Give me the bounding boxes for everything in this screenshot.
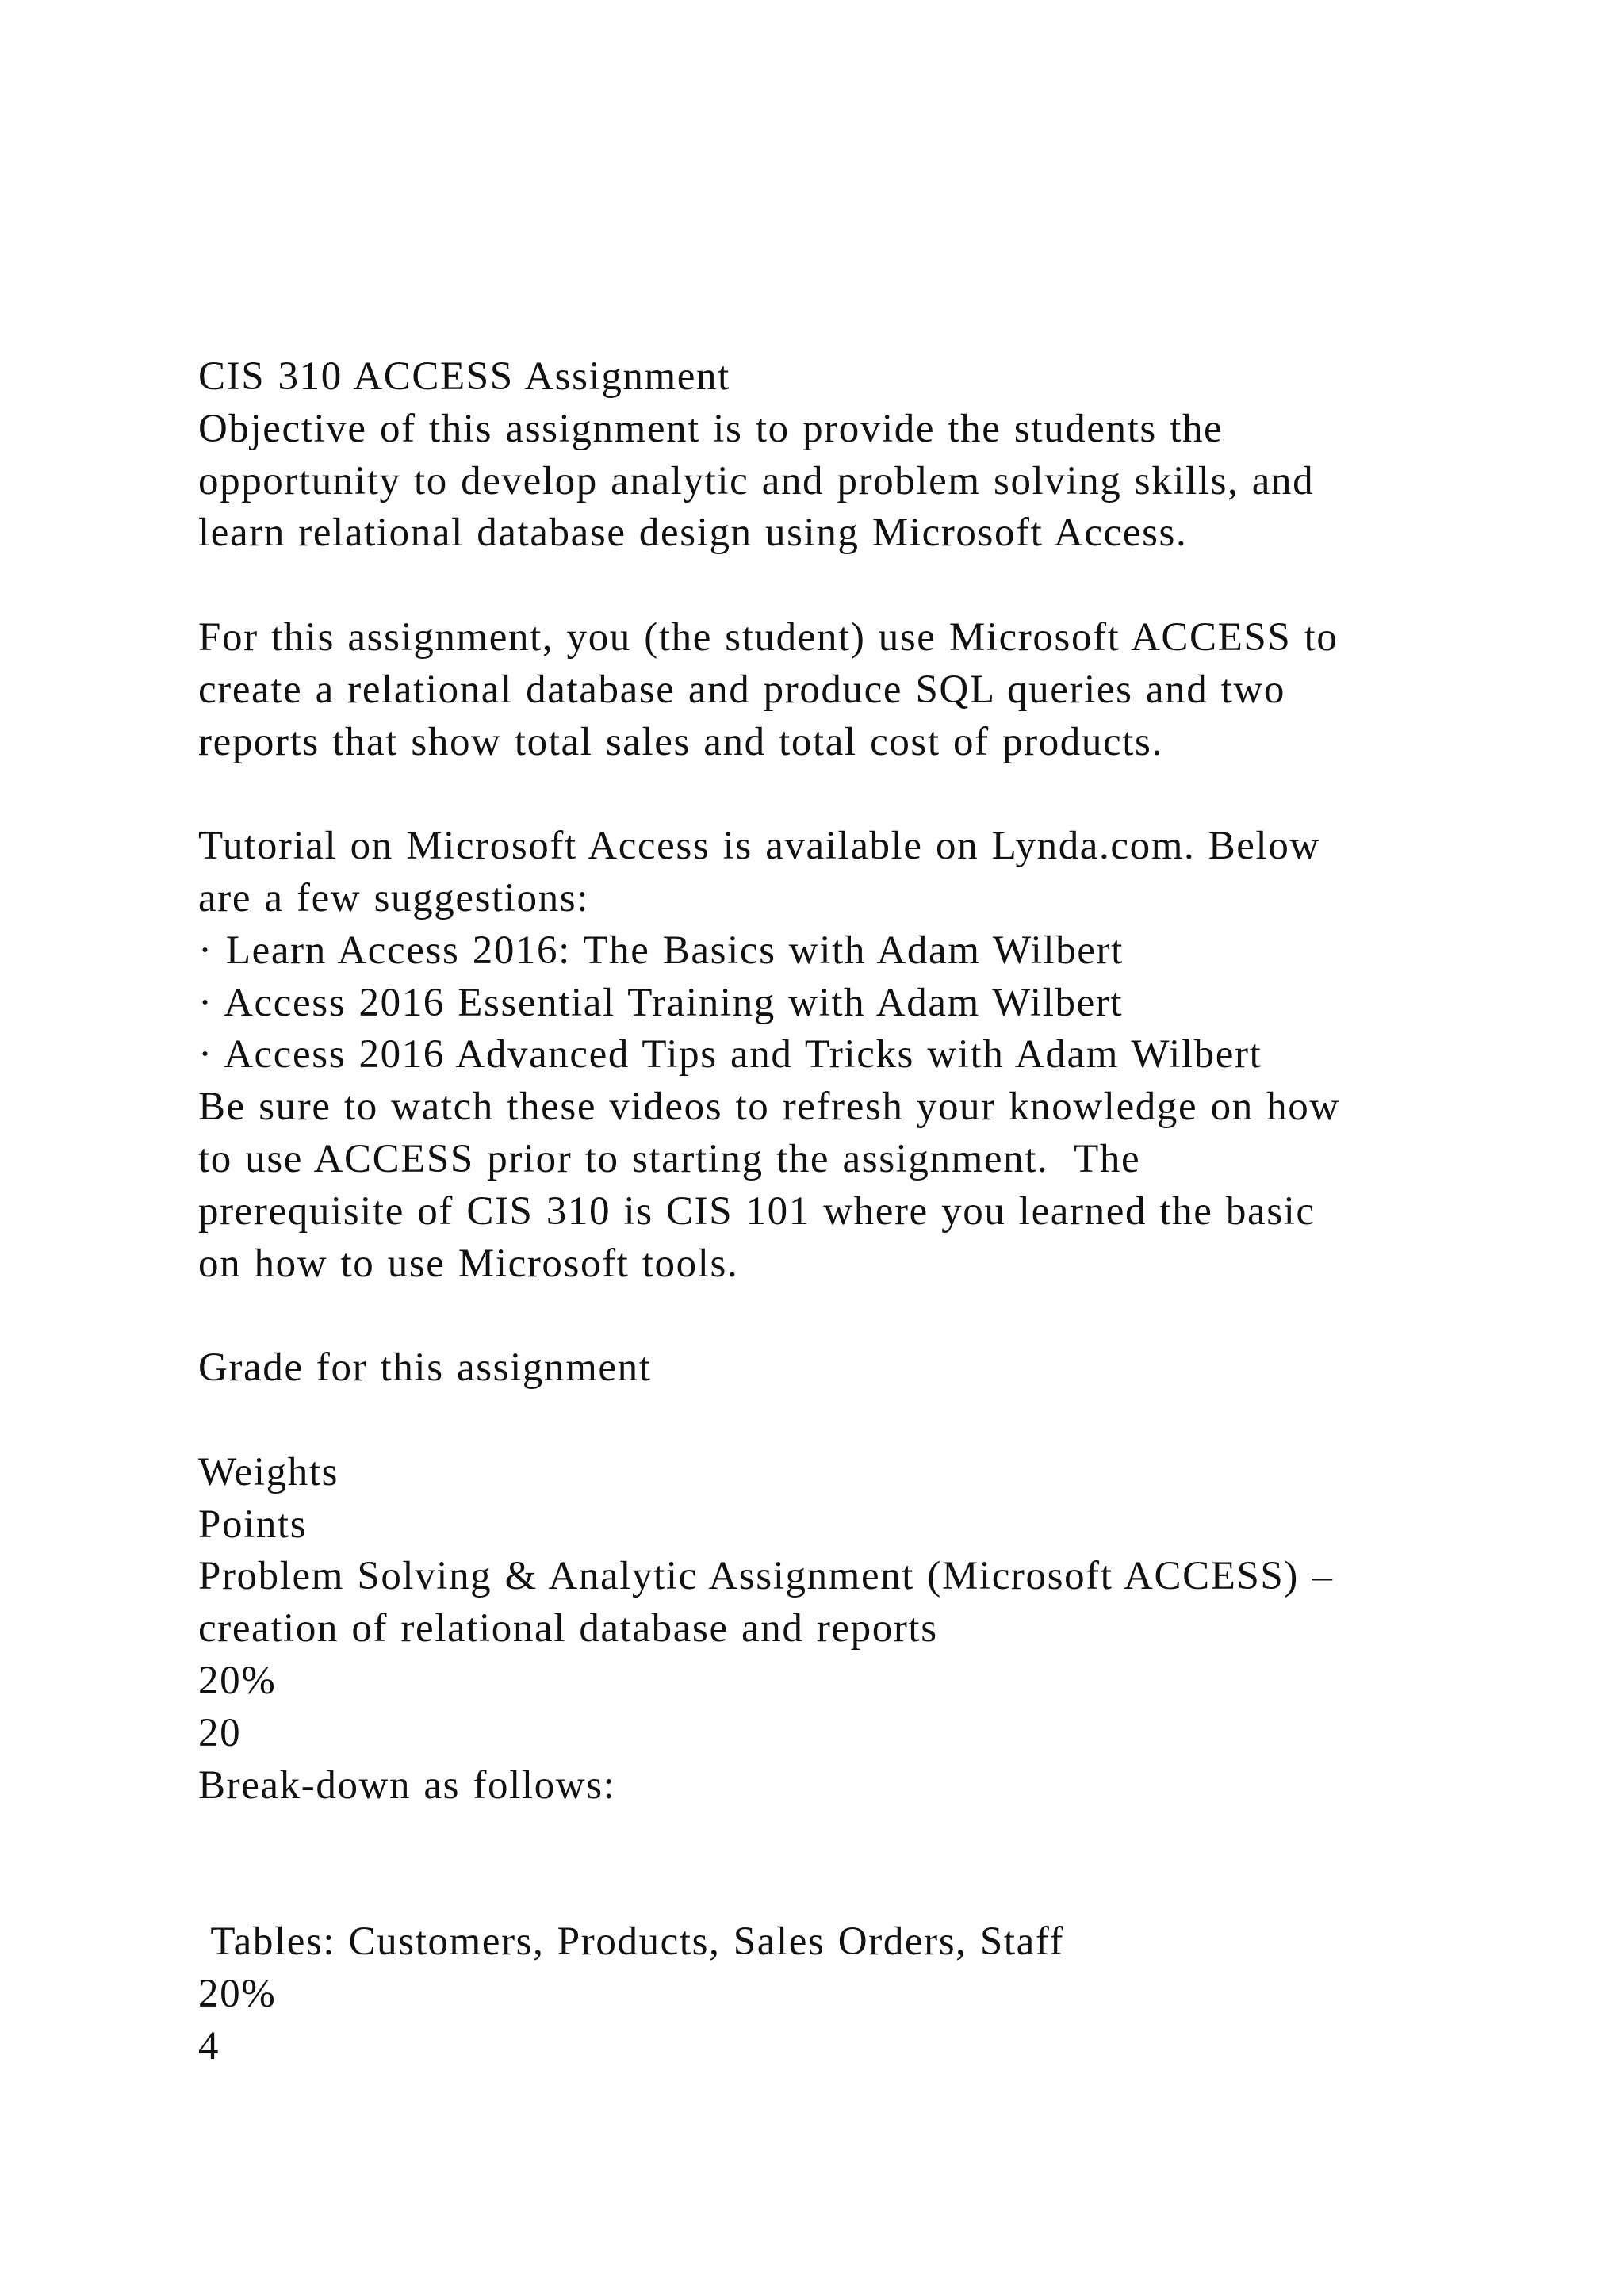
- task-line-2: create a relational database and produce SQL queries and two: [198, 667, 1285, 712]
- main-item-weight: 20%: [198, 1658, 277, 1703]
- tutorial-intro-line-1: Tutorial on Microsoft Access is available on Lynda.com. Below: [198, 824, 1320, 869]
- grade-heading: Grade for this assignment: [198, 1345, 652, 1391]
- spacer: [198, 1812, 1562, 1864]
- objective-line-3: learn relational database design using Microsoft Access.: [198, 511, 1188, 556]
- table-header-points: Points: [198, 1502, 308, 1547]
- breakdown-row-weight: 20%: [198, 1971, 277, 2016]
- main-item-line-2: creation of relational database and reports: [198, 1606, 938, 1651]
- spacer: [198, 768, 1562, 821]
- advice-line-1: Be sure to watch these videos to refresh your knowledge on how: [198, 1085, 1340, 1130]
- breakdown-label: Break-down as follows:: [198, 1762, 616, 1808]
- tutorial-intro-line-2: are a few suggestions:: [198, 875, 589, 920]
- document-body: [198, 351, 1562, 2072]
- spacer: [198, 1864, 1562, 1916]
- objective-line-1: Objective of this assignment is to provide the students the: [198, 406, 1224, 451]
- advice-line-2: to use ACCESS prior to starting the assignment. The: [198, 1136, 1141, 1181]
- spacer: [198, 560, 1562, 612]
- spacer: [198, 1395, 1562, 1447]
- table-header-weights: Weights: [198, 1449, 339, 1494]
- breakdown-row-label: Tables: Customers, Products, Sales Orders, Staff: [198, 1919, 1065, 1964]
- task-line-1: For this assignment, you (the student) use Microsoft ACCESS to: [198, 614, 1339, 660]
- suggestion-item: · Access 2016 Advanced Tips and Tricks with Adam Wilbert: [198, 1032, 1262, 1077]
- suggestion-item: · Access 2016 Essential Training with Adam Wilbert: [198, 980, 1124, 1025]
- advice-line-4: on how to use Microsoft tools.: [198, 1241, 739, 1286]
- main-item-points: 20: [198, 1710, 242, 1755]
- task-line-3: reports that show total sales and total cost of products.: [198, 719, 1163, 764]
- document-title: CIS 310 ACCESS Assignment: [198, 354, 730, 399]
- breakdown-row-points: 4: [198, 2023, 220, 2068]
- suggestion-item: · Learn Access 2016: The Basics with Adam Wilbert: [198, 928, 1124, 973]
- spacer: [198, 1290, 1562, 1342]
- advice-line-3: prerequisite of CIS 310 is CIS 101 where you learned the basic: [198, 1188, 1316, 1234]
- main-item-line-1: Problem Solving & Analytic Assignment (Microsoft ACCESS) –: [198, 1554, 1334, 1599]
- objective-line-2: opportunity to develop analytic and problem solving skills, and: [198, 458, 1315, 503]
